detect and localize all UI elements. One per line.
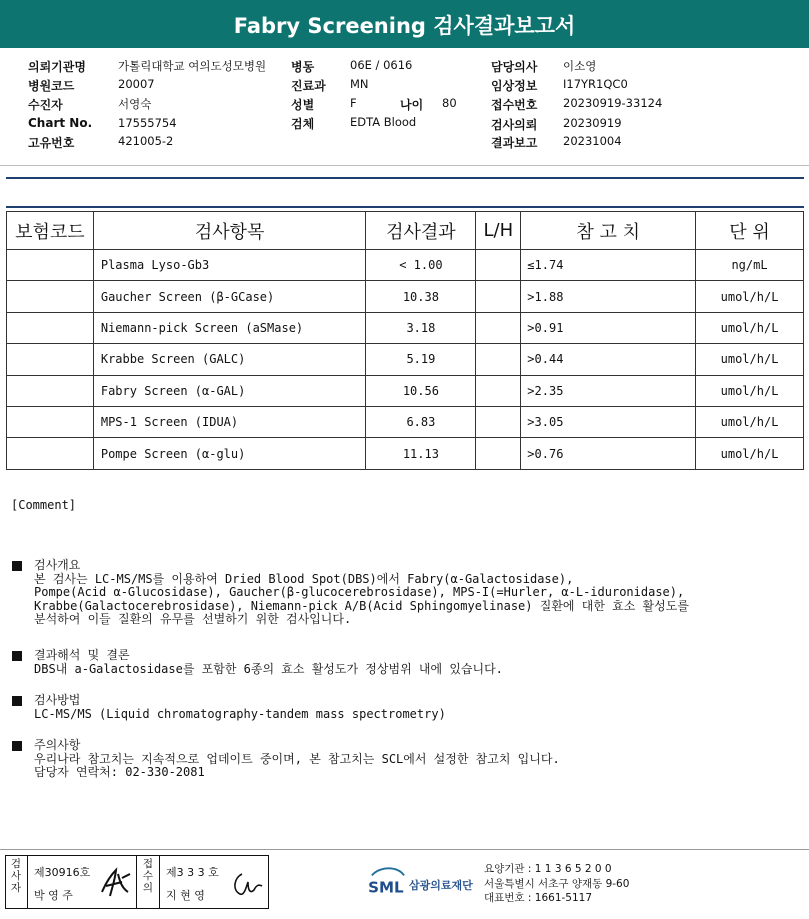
- cell-unit: umol/h/L: [696, 375, 804, 406]
- info-value: EDTA Blood: [350, 115, 417, 129]
- section-line: DBS내 a-Galactosidase를 포함한 6종의 효소 활성도가 정상범위 내에 있습니다.: [34, 661, 503, 676]
- divider: [6, 177, 804, 179]
- reviewer-role: 접 수 의: [142, 858, 154, 894]
- info-value: MN: [350, 77, 369, 91]
- info-label: 진료과: [291, 79, 326, 93]
- cell-unit: umol/h/L: [696, 344, 804, 375]
- info-label: 결과보고: [491, 136, 538, 150]
- info-label: 수진자: [28, 98, 63, 112]
- logo-text: 삼광의료재단: [409, 879, 473, 892]
- info-value: 06E / 0616: [350, 58, 413, 72]
- section-interpretation: [12, 649, 503, 676]
- info-value: 가톨릭대학교 여의도성모병원: [118, 59, 267, 73]
- cell-unit: ng/mL: [696, 250, 804, 281]
- header-lh: L/H: [476, 212, 521, 250]
- table-row: [7, 281, 804, 312]
- header-reference: 참 고 치: [521, 212, 696, 250]
- header-test-item: 검사항목: [93, 212, 366, 250]
- section-line: 분석하여 이들 질환의 유무를 선별하기 위한 검사입니다.: [34, 612, 352, 626]
- table-row: [7, 344, 804, 375]
- section-line: 본 검사는 LC-MS/MS를 이용하여 Dried Blood Spot(DBS)에서 Fabry(α-Galactosidase),: [34, 571, 574, 586]
- cell-result: < 1.00: [366, 250, 476, 281]
- cell-code: [7, 344, 94, 375]
- cell-reference: >0.44: [521, 344, 696, 375]
- section-heading: 검사방법: [34, 693, 81, 707]
- cell-code: [7, 438, 94, 469]
- cell-unit: umol/h/L: [696, 281, 804, 312]
- square-bullet-icon: [12, 561, 22, 571]
- section-line: 담당자 연락처: 02-330-2081: [34, 765, 205, 779]
- patient-info: [0, 58, 809, 158]
- info-label: 성별: [291, 98, 315, 112]
- cell-lh: [476, 250, 521, 281]
- cell-lh: [476, 438, 521, 469]
- examiner-role: 검 사 자: [10, 858, 22, 894]
- cell-item: MPS-1 Screen (IDUA): [93, 406, 366, 437]
- cell-result: 6.83: [366, 406, 476, 437]
- cell-lh: [476, 281, 521, 312]
- section-heading: 결과해석 및 결론: [34, 648, 130, 662]
- cell-code: [7, 250, 94, 281]
- cell-lh: [476, 375, 521, 406]
- info-value: 17555754: [118, 116, 177, 130]
- cell-lh: [476, 312, 521, 343]
- examiner-signature: [98, 866, 134, 900]
- info-label: 접수번호: [491, 98, 538, 112]
- cell-reference: >1.88: [521, 281, 696, 312]
- info-label: 검사의뢰: [491, 118, 538, 132]
- section-caution: [12, 739, 560, 780]
- cell-reference: ≤1.74: [521, 250, 696, 281]
- cell-unit: umol/h/L: [696, 438, 804, 469]
- examiner-license: 제30916호: [34, 866, 91, 879]
- address-line: 요양기관 : 1 1 3 6 5 2 0 0: [484, 863, 612, 875]
- info-label: Chart No.: [28, 116, 93, 130]
- table-row: [7, 375, 804, 406]
- info-label: 검체: [291, 117, 315, 131]
- cell-unit: umol/h/L: [696, 312, 804, 343]
- results-table: [6, 211, 804, 470]
- info-value: 20007: [118, 77, 155, 91]
- section-line: LC-MS/MS (Liquid chromatography-tandem mass spectrometry): [34, 706, 446, 721]
- info-value: 서영숙: [118, 97, 152, 111]
- divider: [0, 165, 809, 166]
- address-line: 서울특별시 서초구 양재동 9-60: [484, 877, 630, 890]
- section-heading: 검사개요: [34, 558, 81, 572]
- cell-reference: >0.76: [521, 438, 696, 469]
- reviewer-name: 지 현 영: [166, 889, 205, 902]
- cell-code: [7, 281, 94, 312]
- cell-item: Krabbe Screen (GALC): [93, 344, 366, 375]
- cell-code: [7, 406, 94, 437]
- cell-code: [7, 375, 94, 406]
- info-value: 20230919-33124: [563, 96, 663, 110]
- report-title: Fabry Screening 검사결과보고서: [0, 0, 809, 48]
- cell-result: 10.56: [366, 375, 476, 406]
- reviewer-role-cell: [136, 856, 160, 908]
- info-value: 이소영: [563, 59, 597, 73]
- info-value: 80: [442, 96, 457, 110]
- info-label: 고유번호: [28, 136, 75, 150]
- info-label: 담당의사: [491, 60, 538, 74]
- divider: [0, 849, 809, 850]
- info-label: 의뢰기관명: [28, 60, 86, 74]
- info-label: 병원코드: [28, 79, 75, 93]
- table-header-row: [7, 212, 804, 250]
- table-row: [7, 250, 804, 281]
- cell-code: [7, 312, 94, 343]
- cell-result: 10.38: [366, 281, 476, 312]
- info-label: 임상정보: [491, 79, 538, 93]
- info-value: 421005-2: [118, 134, 174, 148]
- examiner-name: 박 영 주: [34, 889, 73, 902]
- header-insurance-code: 보험코드: [7, 212, 94, 250]
- cell-item: Fabry Screen (α-GAL): [93, 375, 366, 406]
- cell-item: Niemann-pick Screen (aSMase): [93, 312, 366, 343]
- cell-result: 11.13: [366, 438, 476, 469]
- info-value: 20230919: [563, 116, 622, 130]
- cell-lh: [476, 406, 521, 437]
- logo-mark-text: SML: [368, 878, 404, 897]
- cell-item: Plasma Lyso-Gb3: [93, 250, 366, 281]
- table-row: [7, 406, 804, 437]
- section-line: Pompe(Acid α-Glucosidase), Gaucher(β-glucocerebrosidase), MPS-I(=Hurler, α-L-iduronidase),: [34, 585, 685, 599]
- header-result: 검사결과: [366, 212, 476, 250]
- section-heading: 주의사항: [34, 738, 81, 752]
- info-label: 병동: [291, 60, 315, 74]
- section-method: [12, 694, 446, 721]
- institution-address: [484, 862, 629, 906]
- cell-lh: [476, 344, 521, 375]
- reviewer-license: 제3 3 3 호: [166, 866, 219, 879]
- square-bullet-icon: [12, 651, 22, 661]
- info-value: I17YR1QC0: [563, 77, 628, 91]
- info-value: F: [350, 96, 357, 110]
- signature-box: [5, 855, 269, 909]
- square-bullet-icon: [12, 741, 22, 751]
- header-unit: 단 위: [696, 212, 804, 250]
- comment-label: [Comment]: [11, 498, 77, 512]
- cell-item: Pompe Screen (α-glu): [93, 438, 366, 469]
- info-value: 20231004: [563, 134, 622, 148]
- section-line: 우리나라 참고치는 지속적으로 업데이트 중이며, 본 참고치는 SCL에서 설정한 참고치 입니다.: [34, 751, 560, 766]
- cell-result: 3.18: [366, 312, 476, 343]
- table-row: [7, 438, 804, 469]
- square-bullet-icon: [12, 696, 22, 706]
- info-label: 나이: [400, 98, 424, 112]
- cell-item: Gaucher Screen (β-GCase): [93, 281, 366, 312]
- cell-unit: umol/h/L: [696, 406, 804, 437]
- divider: [6, 206, 804, 208]
- cell-reference: >2.35: [521, 375, 696, 406]
- table-row: [7, 312, 804, 343]
- sml-logo-icon: [365, 866, 409, 900]
- cell-reference: >0.91: [521, 312, 696, 343]
- cell-reference: >3.05: [521, 406, 696, 437]
- examiner-role-cell: [6, 856, 28, 908]
- address-line: 대표번호 : 1661-5117: [484, 892, 593, 904]
- section-line: Krabbe(Galactocerebrosidase), Niemann-pick A/B(Acid Sphingomyelinase) 질환에 대한 효소 활성도를: [34, 598, 689, 613]
- section-overview: [12, 559, 689, 627]
- reviewer-signature: [230, 868, 266, 898]
- cell-result: 5.19: [366, 344, 476, 375]
